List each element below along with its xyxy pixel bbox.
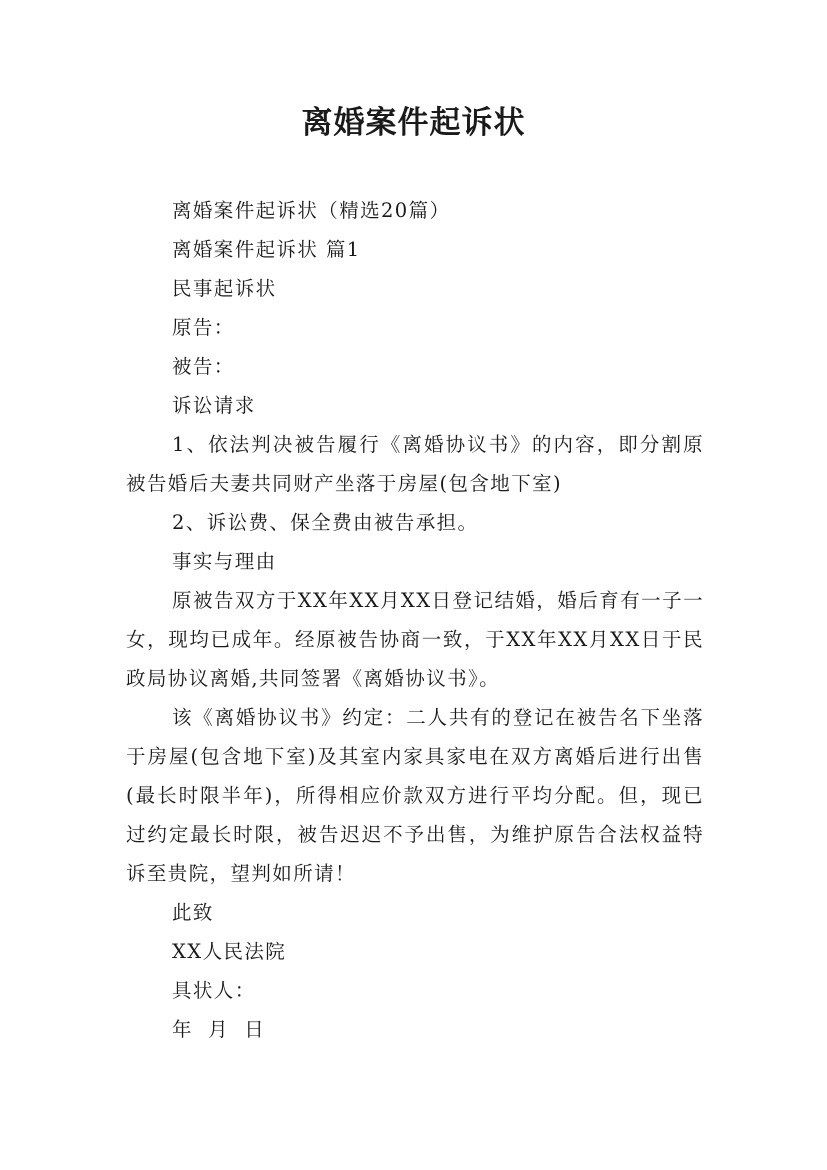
claim-2: 2、诉讼费、保全费由被告承担。 <box>172 511 479 534</box>
claims-heading: 诉讼请求 <box>172 394 256 417</box>
facts-paragraph-1: 原被告双方于XX年XX月XX日登记结婚，婚后育有一子一女，现均已成年。经原被告协商一致，于XX年XX月XX日于民政局协议离婚,共同签署《离婚协议书》。 <box>126 589 704 690</box>
subtitle-line: 离婚案件起诉状（精选20篇） <box>172 199 451 222</box>
document-body <box>126 191 704 1049</box>
facts-heading: 事实与理由 <box>172 550 277 573</box>
facts-paragraph-2: 该《离婚协议书》约定：二人共有的登记在被告名下坐落于房屋(包含地下室)及其室内家具家电在双方离婚后进行出售(最长时限半年)，所得相应价款双方进行平均分配。但，现已过约定最长时限，被告迟迟不予出售，为维护原告合法权益特诉至贵院，望判如所请！ <box>126 706 704 885</box>
claim-1: 1、依法判决被告履行《离婚协议书》的内容，即分割原被告婚后夫妻共同财产坐落于房屋(包含地下室) <box>126 433 704 495</box>
defendant-line: 被告： <box>172 355 235 378</box>
section-heading: 离婚案件起诉状 篇1 <box>172 238 361 261</box>
closing-salutation: 此致 <box>172 901 214 924</box>
plaintiff-line: 原告： <box>172 316 235 339</box>
date-line: 年 月 日 <box>172 1018 266 1041</box>
document-title: 离婚案件起诉状 <box>301 105 526 141</box>
complaint-type-heading: 民事起诉状 <box>172 277 277 300</box>
court-name: XX人民法院 <box>172 940 287 963</box>
signatory-line: 具状人： <box>172 979 256 1002</box>
